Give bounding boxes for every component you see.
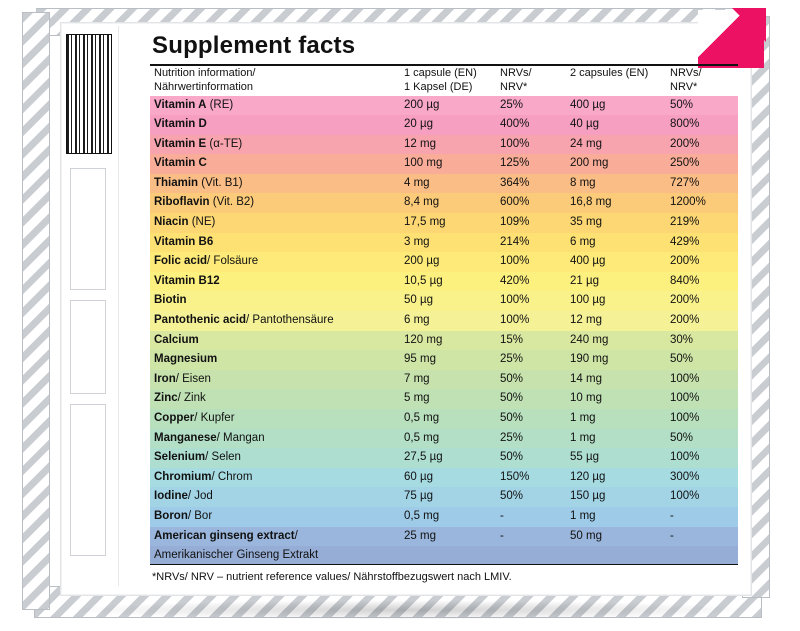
nutrient-name-primary: American ginseng extract <box>154 529 295 542</box>
table-row <box>150 429 738 449</box>
spine-panel-3 <box>70 404 106 556</box>
spine-panel-2 <box>70 300 106 394</box>
nrv-per-two-capsules: 100% <box>670 412 700 424</box>
nrv-per-two-capsules: - <box>670 509 674 522</box>
amount-per-capsule: 20 µg <box>404 118 434 131</box>
nrv-per-capsule: - <box>500 509 504 522</box>
nutrient-name <box>150 291 400 311</box>
amount-per-capsule: 4 mg <box>404 176 430 189</box>
nutrient-name-primary: Vitamin C <box>154 157 207 170</box>
nutrient-name-secondary: (α-TE) <box>206 137 243 150</box>
nutrient-name-primary: Chromium <box>154 470 212 483</box>
nrv-per-two-capsules: 50% <box>670 98 694 111</box>
table-header <box>150 66 738 96</box>
carton-edge-left <box>22 12 50 610</box>
nutrient-name <box>150 350 400 370</box>
table-row <box>150 546 738 564</box>
nutrient-name-primary: Boron <box>154 509 188 522</box>
nutrient-name-primary: Thiamin <box>154 176 199 189</box>
amount-per-two-capsules: 14 mg <box>570 372 602 385</box>
amount-per-capsule: 5 mg <box>404 392 430 405</box>
amount-per-capsule: 75 µg <box>404 490 434 503</box>
nutrient-name <box>150 429 400 449</box>
nrv-per-two-capsules: 100% <box>670 372 700 385</box>
drop-shadow <box>60 600 760 620</box>
supplement-facts-label <box>150 24 738 584</box>
header-nrv-2 <box>666 66 738 96</box>
nutrient-name <box>150 331 400 351</box>
nrv-per-two-capsules: 840% <box>670 274 700 287</box>
footer-rule <box>150 564 738 565</box>
amount-per-two-capsules: 6 mg <box>570 235 596 248</box>
amount-per-capsule: 200 µg <box>404 255 440 268</box>
amount-per-two-capsules: 190 mg <box>570 353 609 366</box>
nutrient-name <box>150 252 400 272</box>
nutrient-name-primary: Folic acid <box>154 255 208 268</box>
nutrient-name-secondary: / Eisen <box>175 372 211 385</box>
amount-per-two-capsules: 1 mg <box>570 509 596 522</box>
amount-per-two-capsules: 24 mg <box>570 137 602 150</box>
amount-per-capsule: 60 µg <box>404 470 434 483</box>
nutrient-name <box>150 96 400 116</box>
nutrient-name <box>150 370 400 390</box>
nutrient-name-primary: Magnesium <box>154 353 218 366</box>
nutrient-name <box>150 389 400 409</box>
nutrient-name-primary: Biotin <box>154 294 187 307</box>
table-row <box>150 527 738 547</box>
nrv-per-capsule: 100% <box>500 137 530 150</box>
table-row <box>150 311 738 331</box>
nutrient-name-secondary: / Pantothensäure <box>246 314 334 327</box>
amount-per-capsule: 10,5 µg <box>404 274 443 287</box>
table-row <box>150 135 738 155</box>
table-row <box>150 370 738 390</box>
header-two-capsules-en: 2 capsules (EN) <box>570 67 649 79</box>
nrv-per-capsule: 100% <box>500 314 530 327</box>
nutrient-name-primary: Calcium <box>154 333 199 346</box>
nutrient-name-primary: Vitamin B12 <box>154 274 220 287</box>
header-nutrition-information <box>150 66 400 96</box>
amount-per-two-capsules: 240 mg <box>570 333 609 346</box>
nrv-per-capsule: 25% <box>500 353 524 366</box>
nrv-per-two-capsules: 200% <box>670 294 700 307</box>
nrv-per-capsule: 400% <box>500 118 530 131</box>
table-row <box>150 389 738 409</box>
nrv-per-two-capsules: 100% <box>670 451 700 464</box>
table-row <box>150 272 738 292</box>
nutrient-name-secondary: / Chrom <box>211 470 253 483</box>
nutrient-name-primary: Riboflavin <box>154 196 210 209</box>
nrv-per-capsule: 109% <box>500 216 530 229</box>
nutrient-name <box>150 409 400 429</box>
amount-per-capsule: 12 mg <box>404 137 436 150</box>
table-row <box>150 233 738 253</box>
amount-per-two-capsules: 10 mg <box>570 392 602 405</box>
header-two-capsules <box>566 66 666 96</box>
nrv-per-two-capsules: 50% <box>670 431 694 444</box>
table-row <box>150 96 738 116</box>
header-nrv-1-line1: NRVs/ <box>500 67 532 79</box>
nrv-per-capsule: 50% <box>500 451 524 464</box>
amount-per-capsule: 8,4 mg <box>404 196 440 209</box>
page-title: Supplement facts <box>152 32 356 59</box>
amount-per-capsule: 200 µg <box>404 98 440 111</box>
nrv-per-two-capsules: - <box>670 529 674 542</box>
nutrient-name-primary: Copper <box>154 412 195 424</box>
nrv-per-capsule: 15% <box>500 333 524 346</box>
nrv-per-capsule: 100% <box>500 255 530 268</box>
nutrient-name <box>150 233 400 253</box>
nrv-per-two-capsules: 100% <box>670 392 700 405</box>
nutrient-name <box>150 135 400 155</box>
nutrient-name-secondary: (RE) <box>206 98 234 111</box>
header-one-capsule <box>400 66 496 96</box>
nrv-per-two-capsules: 30% <box>670 333 694 346</box>
header-nrv-1 <box>496 66 566 96</box>
nutrient-name-primary: Iodine <box>154 490 188 503</box>
nutrient-name-secondary: (NE) <box>188 216 216 229</box>
amount-per-capsule: 7 mg <box>404 372 430 385</box>
nutrient-name-secondary: (Vit. B1) <box>198 176 243 189</box>
supplement-facts-table <box>150 66 738 564</box>
table-row <box>150 193 738 213</box>
amount-per-two-capsules: 100 µg <box>570 294 606 307</box>
amount-per-capsule: 95 mg <box>404 353 436 366</box>
nutrient-name <box>150 507 400 527</box>
amount-per-capsule: 100 mg <box>404 157 443 170</box>
barcode-icon <box>66 34 112 154</box>
table-row <box>150 154 738 174</box>
nrv-per-two-capsules: 200% <box>670 255 700 268</box>
amount-per-two-capsules: 1 mg <box>570 431 596 444</box>
nrv-per-capsule: 600% <box>500 196 530 209</box>
table-row <box>150 409 738 429</box>
nutrient-name-primary: Iron <box>154 372 176 385</box>
nrv-per-capsule: 50% <box>500 392 524 405</box>
amount-per-two-capsules: 35 mg <box>570 216 602 229</box>
nutrient-name-secondary: / <box>294 529 298 542</box>
nrv-per-two-capsules: 200% <box>670 314 700 327</box>
nutrient-name-secondary: / Zink <box>177 392 206 405</box>
nutrient-name-secondary: / Mangan <box>216 431 265 444</box>
nutrient-name-secondary: / Jod <box>187 490 213 503</box>
nutrient-name-primary: Niacin <box>154 216 189 229</box>
nrv-per-two-capsules: 429% <box>670 235 700 248</box>
header-one-capsule-en: 1 capsule (EN) <box>404 67 477 79</box>
table-row <box>150 331 738 351</box>
nutrient-name-primary: Vitamin B6 <box>154 235 214 248</box>
nrv-per-two-capsules: 800% <box>670 118 700 131</box>
spine-panel-1 <box>70 168 106 290</box>
amount-per-capsule: 0,5 mg <box>404 431 440 444</box>
nutrient-name-secondary: / Folsäure <box>207 255 259 268</box>
amount-per-capsule: 50 µg <box>404 294 434 307</box>
nutrient-name <box>150 213 400 233</box>
table-row <box>150 252 738 272</box>
nrv-per-capsule <box>496 546 566 564</box>
amount-per-capsule: 6 mg <box>404 314 430 327</box>
nrv-per-two-capsules: 1200% <box>670 196 706 209</box>
amount-per-two-capsules: 120 µg <box>570 470 606 483</box>
nrv-footnote: *NRVs/ NRV – nutrient reference values/ Nährstoffbezugswert nach LMIV. <box>152 571 512 584</box>
nutrient-name <box>150 272 400 292</box>
nrv-per-two-capsules: 219% <box>670 216 700 229</box>
nutrient-name-secondary: Amerikanischer Ginseng Extrakt <box>154 549 319 562</box>
nrv-per-capsule: 214% <box>500 235 530 248</box>
nutrient-name <box>150 546 400 564</box>
nutrient-name-secondary: / Selen <box>205 451 241 464</box>
nutrient-name <box>150 115 400 135</box>
nutrient-name-primary: Pantothenic acid <box>154 314 247 327</box>
amount-per-two-capsules: 40 µg <box>570 118 600 131</box>
nutrient-name <box>150 448 400 468</box>
header-nutrition-line2: Nährwertinformation <box>154 80 254 93</box>
header-nrv-2-line2: NRV* <box>670 80 698 93</box>
nrv-per-capsule: 50% <box>500 490 524 503</box>
nrv-per-capsule: 25% <box>500 98 524 111</box>
amount-per-two-capsules <box>566 546 666 564</box>
table-row <box>150 507 738 527</box>
amount-per-two-capsules: 12 mg <box>570 314 602 327</box>
nrv-per-capsule: 420% <box>500 274 530 287</box>
header-nrv-1-line2: NRV* <box>500 80 528 93</box>
nrv-per-capsule: - <box>500 529 504 542</box>
nutrient-name-primary: Selenium <box>154 451 206 464</box>
table-row <box>150 213 738 233</box>
nutrient-name-primary: Zinc <box>154 392 178 405</box>
nrv-per-two-capsules: 50% <box>670 353 694 366</box>
amount-per-capsule: 25 mg <box>404 529 436 542</box>
nrv-per-capsule: 50% <box>500 412 524 424</box>
amount-per-capsule: 0,5 mg <box>404 509 440 522</box>
amount-per-two-capsules: 200 mg <box>570 157 609 170</box>
amount-per-capsule: 27,5 µg <box>404 451 443 464</box>
amount-per-capsule: 3 mg <box>404 235 430 248</box>
nutrient-name-secondary: (Vit. B2) <box>209 196 255 209</box>
amount-per-capsule <box>400 546 496 564</box>
nrv-per-capsule: 25% <box>500 431 524 444</box>
amount-per-capsule: 17,5 mg <box>404 216 446 229</box>
nrv-per-two-capsules: 100% <box>670 490 700 503</box>
nutrient-name-primary: Vitamin E <box>154 137 207 150</box>
nutrient-name <box>150 487 400 507</box>
table-row <box>150 115 738 135</box>
nutrient-name <box>150 468 400 488</box>
table-row <box>150 350 738 370</box>
amount-per-two-capsules: 16,8 mg <box>570 196 612 209</box>
nutrient-name <box>150 193 400 213</box>
header-nrv-2-line1: NRVs/ <box>670 67 702 79</box>
nrv-per-two-capsules: 727% <box>670 176 700 189</box>
nutrient-name <box>150 311 400 331</box>
amount-per-two-capsules: 400 µg <box>570 255 606 268</box>
table-body <box>150 96 738 565</box>
nutrient-name-secondary: / Bor <box>187 509 213 522</box>
nrv-per-capsule: 100% <box>500 294 530 307</box>
header-one-capsule-de: 1 Kapsel (DE) <box>404 80 473 93</box>
amount-per-capsule: 0,5 mg <box>404 412 440 424</box>
table-row <box>150 468 738 488</box>
amount-per-capsule: 120 mg <box>404 333 443 346</box>
nutrient-name <box>150 174 400 194</box>
amount-per-two-capsules: 150 µg <box>570 490 606 503</box>
nrv-per-capsule: 50% <box>500 372 524 385</box>
nrv-per-two-capsules: 200% <box>670 137 700 150</box>
nrv-per-capsule: 125% <box>500 157 530 170</box>
nrv-per-capsule: 150% <box>500 470 530 483</box>
nutrient-name-primary: Vitamin A <box>154 98 207 111</box>
nutrient-name <box>150 527 400 547</box>
amount-per-two-capsules: 400 µg <box>570 98 606 111</box>
table-row <box>150 487 738 507</box>
table-row <box>150 291 738 311</box>
nrv-per-two-capsules: 250% <box>670 157 700 170</box>
amount-per-two-capsules: 21 µg <box>570 274 600 287</box>
nutrient-name <box>150 154 400 174</box>
amount-per-two-capsules: 1 mg <box>570 412 596 424</box>
table-row <box>150 448 738 468</box>
amount-per-two-capsules: 55 µg <box>570 451 600 464</box>
amount-per-two-capsules: 50 mg <box>570 529 602 542</box>
nrv-per-capsule: 364% <box>500 176 530 189</box>
nrv-per-two-capsules: 300% <box>670 470 700 483</box>
amount-per-two-capsules: 8 mg <box>570 176 596 189</box>
nutrient-name-primary: Manganese <box>154 431 217 444</box>
nutrient-name-primary: Vitamin D <box>154 118 207 131</box>
table-row <box>150 174 738 194</box>
header-nutrition-line1: Nutrition information/ <box>154 67 256 79</box>
nrv-per-two-capsules <box>666 546 738 564</box>
nutrient-name-secondary: / Kupfer <box>194 412 235 424</box>
